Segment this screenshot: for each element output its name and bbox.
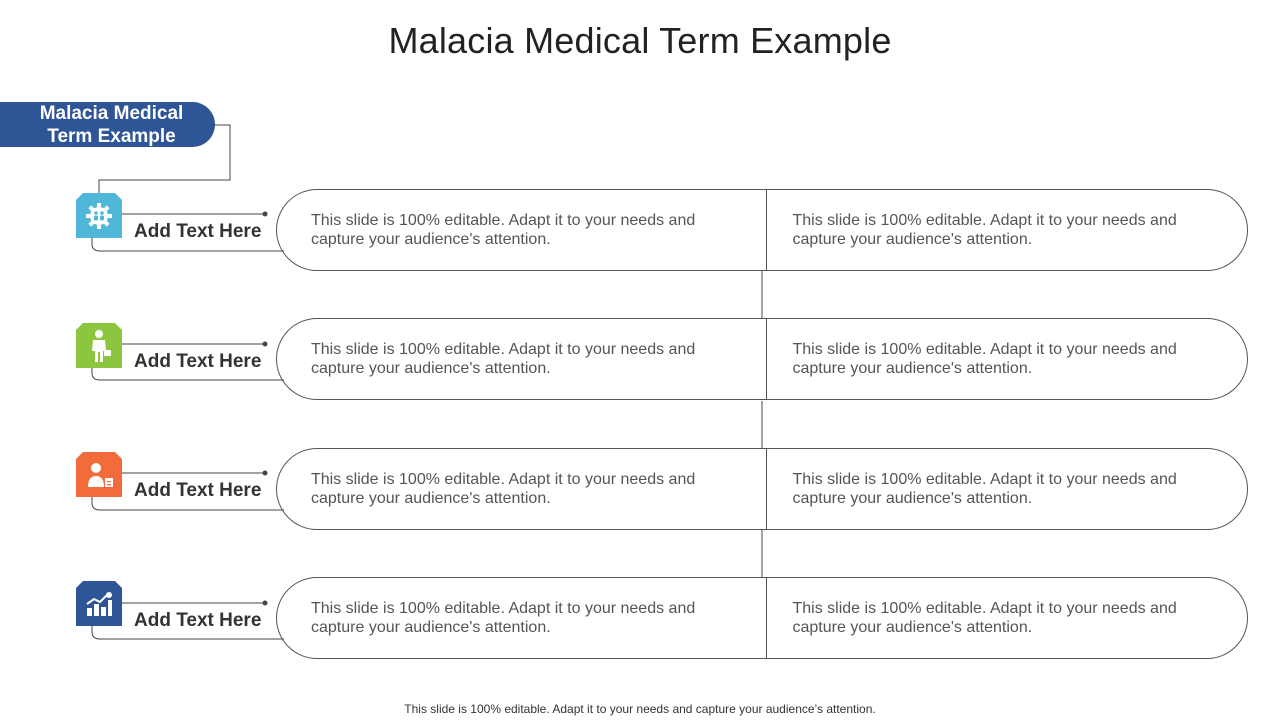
row-2-text-right: This slide is 100% editable. Adapt it to your needs and capture your audience's attention.: [792, 341, 1177, 377]
badge-line-2: Term Example: [47, 125, 176, 147]
badge-line-1: Malacia Medical: [39, 102, 184, 124]
row-4-label: Add Text Here: [134, 610, 262, 631]
footer-note: This slide is 100% editable. Adapt it to your needs and capture your audience’s attention.: [404, 702, 876, 716]
row-2-label: Add Text Here: [134, 351, 262, 372]
row-3-label: Add Text Here: [134, 480, 262, 501]
row-2-dot: [263, 342, 268, 347]
row-4-pill: [276, 577, 1248, 659]
row-1-label: Add Text Here: [134, 221, 262, 242]
row-2-text-left: This slide is 100% editable. Adapt it to your needs and capture your audience's attention.: [277, 319, 767, 399]
row-2-pill: [276, 318, 1248, 400]
row-3-text-right: This slide is 100% editable. Adapt it to your needs and capture your audience's attention.: [792, 471, 1177, 507]
row-4-text-right: This slide is 100% editable. Adapt it to your needs and capture your audience's attention.: [792, 600, 1177, 636]
row-1-dot: [263, 212, 268, 217]
row-3-pill: [276, 448, 1248, 530]
row-1-text-right: This slide is 100% editable. Adapt it to your needs and capture your audience's attention.: [792, 212, 1177, 248]
growth-chart-icon: [76, 581, 122, 626]
row-3-dot: [263, 471, 268, 476]
row-4-dot: [263, 601, 268, 606]
businessman-icon: [76, 323, 122, 368]
person-presentation-icon: [76, 452, 122, 497]
row-1-text-left: This slide is 100% editable. Adapt it to your needs and capture your audience's attention.: [277, 190, 767, 270]
gear-people-icon: [76, 193, 122, 238]
row-3-text-left: This slide is 100% editable. Adapt it to your needs and capture your audience's attention.: [277, 449, 767, 529]
topic-badge: [0, 102, 215, 147]
page-title: Malacia Medical Term Example: [388, 20, 892, 61]
row-4-text-left: This slide is 100% editable. Adapt it to your needs and capture your audience's attention.: [277, 578, 767, 658]
row-1-pill: [276, 189, 1248, 271]
